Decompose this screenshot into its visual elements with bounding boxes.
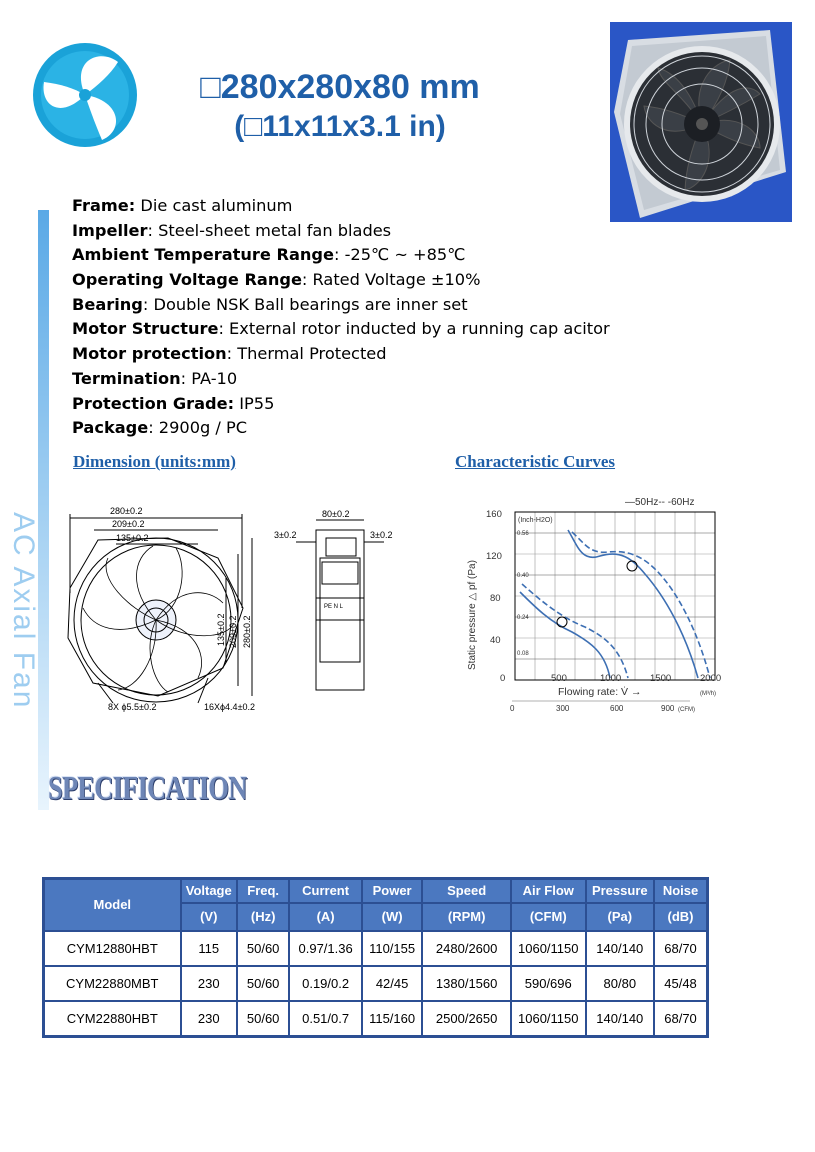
cell-voltage: 230: [181, 966, 237, 1001]
cell-freq: 50/60: [237, 1001, 289, 1036]
col-unit-current: (A): [289, 903, 362, 931]
spec-protection-grade: Protection Grade: IP55: [72, 393, 275, 413]
cell-noise: 68/70: [654, 931, 707, 966]
page-subtitle: (□11x11x3.1 in): [234, 110, 446, 143]
specification-table: [42, 877, 709, 1038]
spec-motor-protection: Motor protection: Thermal Protected: [72, 344, 387, 364]
dim-label-depth: 80±0.2: [322, 509, 350, 519]
spec-termination: Termination: PA-10: [72, 368, 238, 388]
inner-unit-label: (Inch-H2O): [518, 517, 553, 524]
dim-label-side-right: 3±0.2: [370, 530, 393, 540]
dim-label-135: 135±0.2: [116, 533, 149, 543]
cell-noise: 45/48: [654, 966, 707, 1001]
cell-power: 115/160: [362, 1001, 422, 1036]
chart-legend: —50Hz-- -60Hz: [625, 497, 695, 508]
cell-voltage: 230: [181, 1001, 237, 1036]
terminal-label: PE N L: [324, 604, 344, 610]
col-header-noise: Noise: [654, 879, 707, 904]
cell-airflow: 1060/1150: [511, 1001, 586, 1036]
col-unit-voltage: (V): [181, 903, 237, 931]
x2-tick-600: 600: [610, 704, 624, 713]
dim-label-280: 280±0.2: [110, 506, 143, 516]
cell-speed: 2500/2650: [422, 1001, 511, 1036]
x-tick-500: 500: [551, 673, 567, 684]
x2-tick-300: 300: [556, 704, 570, 713]
col-header-speed: Speed: [422, 879, 511, 904]
y-tick-160: 160: [486, 509, 502, 520]
cell-airflow: 590/696: [511, 966, 586, 1001]
inner-tick-3: 0.08: [517, 651, 529, 657]
cell-pressure: 80/80: [586, 966, 655, 1001]
dimension-drawing: [58, 498, 418, 718]
spec-motor-structure: Motor Structure: External rotor inducted by a running cap acitor: [72, 319, 610, 339]
cell-noise: 68/70: [654, 1001, 707, 1036]
y-tick-120: 120: [486, 551, 502, 562]
col-unit-power: (W): [362, 903, 422, 931]
cell-voltage: 115: [181, 931, 237, 966]
x-unit-m3h: (M³/h): [700, 691, 716, 697]
inner-tick-2: 0.24: [517, 615, 529, 621]
hole-label-8x: 8X ϕ5.5±0.2: [108, 702, 157, 712]
inner-tick-0: 0.56: [517, 531, 529, 537]
col-unit-speed: (RPM): [422, 903, 511, 931]
dim-label-v280: 280±0.2: [242, 615, 252, 648]
dim-label-side-left: 3±0.2: [274, 530, 297, 540]
dim-label-v135: 135±0.2: [216, 613, 226, 646]
cell-model: CYM22880HBT: [44, 1001, 181, 1036]
x-axis-label: Flowing rate: V̇ →: [558, 686, 642, 698]
spec-ambient-temperature: Ambient Temperature Range: -25℃ ~ +85℃: [72, 245, 466, 265]
cell-freq: 50/60: [237, 966, 289, 1001]
cell-speed: 1380/1560: [422, 966, 511, 1001]
cell-model: CYM22880MBT: [44, 966, 181, 1001]
company-logo: [30, 40, 140, 150]
col-header-freq: Freq.: [237, 879, 289, 904]
col-unit-noise: (dB): [654, 903, 707, 931]
col-header-voltage: Voltage: [181, 879, 237, 904]
hole-label-16x: 16Xϕ4.4±0.2: [204, 702, 256, 712]
cell-speed: 2480/2600: [422, 931, 511, 966]
table-row: [44, 931, 708, 966]
x2-tick-0: 0: [510, 704, 515, 713]
x2-unit-cfm: (CFM): [678, 707, 695, 713]
cell-pressure: 140/140: [586, 931, 655, 966]
cell-model: CYM12880HBT: [44, 931, 181, 966]
cell-airflow: 1060/1150: [511, 931, 586, 966]
cell-freq: 50/60: [237, 931, 289, 966]
x2-tick-900: 900: [661, 704, 675, 713]
cell-power: 42/45: [362, 966, 422, 1001]
cell-current: 0.19/0.2: [289, 966, 362, 1001]
y-tick-40: 40: [490, 635, 501, 646]
curves-title: Characteristic Curves: [455, 452, 616, 471]
col-header-model: Model: [44, 879, 181, 932]
col-unit-airflow: (CFM): [511, 903, 586, 931]
spec-package: Package: 2900g / PC: [72, 418, 248, 438]
specification-heading: SPECIFICATION: [48, 770, 247, 807]
inner-tick-1: 0.40: [517, 573, 529, 579]
table-row: [44, 1001, 708, 1036]
col-header-power: Power: [362, 879, 422, 904]
x-tick-1000: 1000: [600, 673, 622, 684]
spec-list: [72, 194, 672, 441]
cell-current: 0.97/1.36: [289, 931, 362, 966]
dimension-title: Dimension (units:mm): [73, 452, 236, 471]
spec-bearing: Bearing: Double NSK Ball bearings are inner set: [72, 294, 468, 314]
cell-power: 110/155: [362, 931, 422, 966]
x-tick-1500: 1500: [650, 673, 672, 684]
dim-label-v209: 209±0.2: [228, 615, 238, 648]
y-axis-label: Static pressure △ pf (Pa): [467, 560, 478, 670]
col-header-pressure: Pressure: [586, 879, 655, 904]
col-header-current: Current: [289, 879, 362, 904]
spec-impeller: Impeller: Steel-sheet metal fan blades: [72, 220, 392, 240]
col-unit-pressure: (Pa): [586, 903, 655, 931]
characteristic-curves-chart: [460, 492, 730, 717]
title-block: [150, 66, 530, 146]
y-tick-80: 80: [490, 593, 501, 604]
fan-product-photo: [610, 22, 792, 222]
x-tick-2000: 2000: [700, 673, 722, 684]
x-tick-0: 0: [500, 673, 506, 684]
table-row: [44, 966, 708, 1001]
table-header-row: [44, 879, 708, 904]
page-title: □280x280x80 mm: [200, 68, 480, 106]
side-category-label: AC Axial Fan: [7, 512, 40, 710]
cell-pressure: 140/140: [586, 1001, 655, 1036]
cell-current: 0.51/0.7: [289, 1001, 362, 1036]
col-header-airflow: Air Flow: [511, 879, 586, 904]
spec-frame: Frame: Die cast aluminum: [72, 196, 293, 215]
dim-label-209: 209±0.2: [112, 519, 145, 529]
col-unit-freq: (Hz): [237, 903, 289, 931]
spec-operating-voltage: Operating Voltage Range: Rated Voltage ±10%: [72, 270, 481, 290]
